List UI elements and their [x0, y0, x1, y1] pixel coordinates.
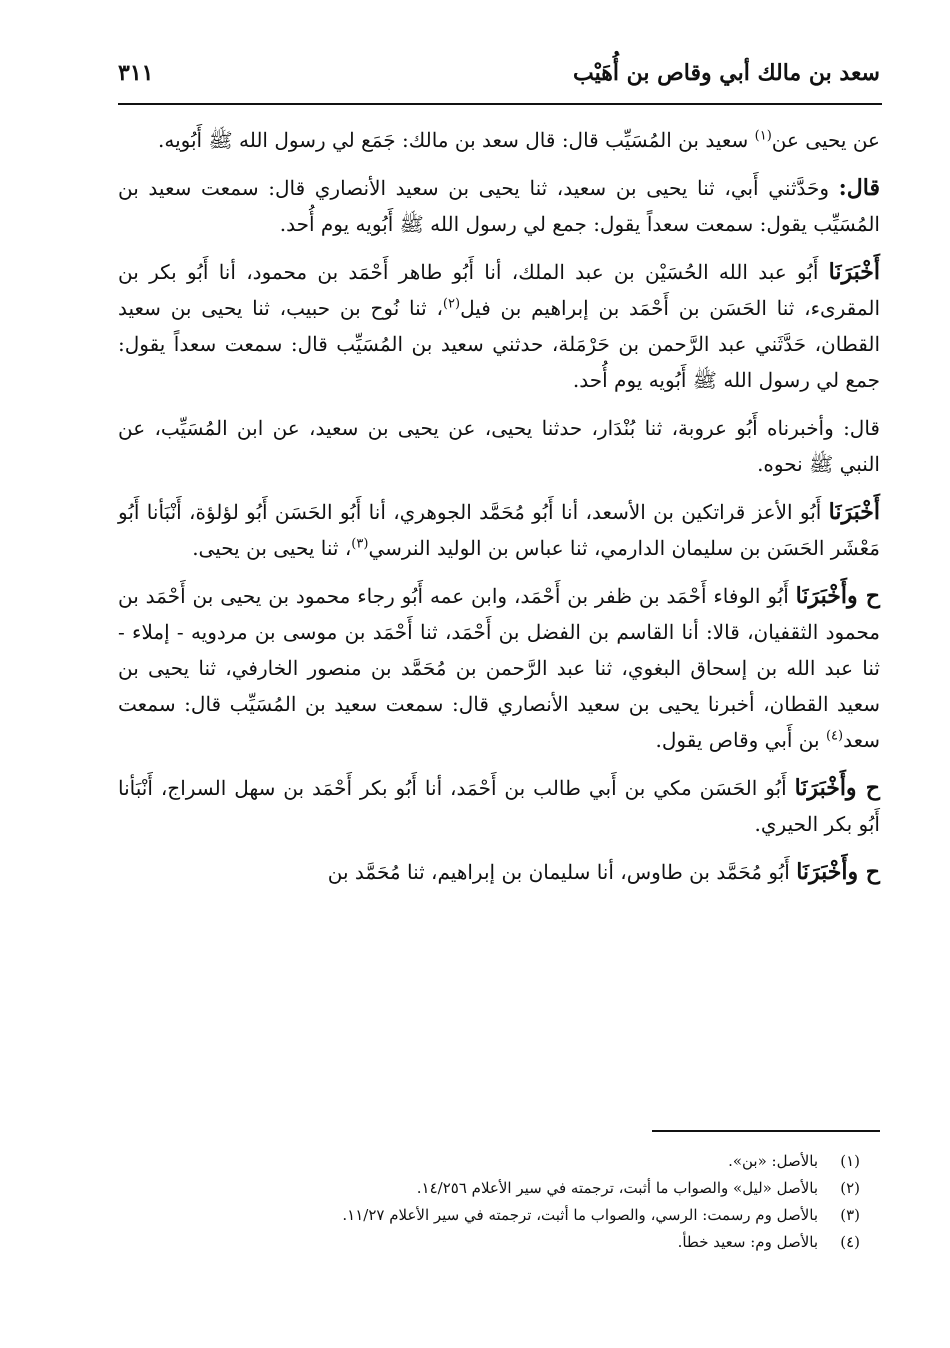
footnote [118, 1148, 860, 1175]
footnote-number: (١) [840, 1152, 860, 1170]
paragraph-lead: ح وأَخْبَرَنَا [796, 859, 880, 885]
footnote-number: (٤) [840, 1233, 860, 1251]
paragraph-text: أَبُو الأعز قراتكين بن الأسعد، أنا أَبُو مُحَمَّد الجوهري، أنا أَبُو الحَسَن أَبُو لؤلؤة، أَنْبَأنا أَبُو مَعْشَر الحَسَن بن سليمان الدارمي، ثنا عباس بن الوليد النرسي [118, 500, 880, 560]
footnote-text: بالأصل «ليل» والصواب ما أثبت، ترجمته في سير الأعلام ١٤/٢٥٦. [416, 1179, 818, 1197]
paragraph-text: أَبُو مُحَمَّد بن طاوس، أنا سليمان بن إبراهيم، ثنا مُحَمَّد بن [327, 860, 797, 884]
paragraph-text-continued: ، ثنا نُوح بن حبيب، ثنا يحيى بن سعيد القطان، حَدَّثَني عبد الرَّحمن بن حَرْمَلة، حدثني سعيد بن المُسَيِّب قال: سمعت سعداً يقول: جمع لي رسول الله ﷺ أَبُويه يوم أُحد. [118, 296, 881, 392]
paragraph-text: أَبُو الوفاء أَحْمَد بن ظفر بن أَحْمَد، وابن عمه أَبُو رجاء محمود بن يحيى بن أَحْمَد بن محمود الثقفيان، قالا: أنا القاسم بن الفضل بن أَحْمَد، ثنا أَحْمَد بن موسى بن مردويه - إملاء - ثنا عبد الله بن إسحاق البغوي، ثنا عبد الرَّحمن بن مُحَمَّد بن منصور الخارفي، ثنا يحيى بن سعيد القطان، أخبرنا يحيى بن سعيد الأنصاري قال: سمعت سعيد بن المُسَيِّب قال: سمعت سعد [118, 584, 880, 752]
paragraph-lead: أَخْبَرَنَا [828, 499, 880, 525]
paragraph [118, 410, 880, 482]
footnote-ref[interactable]: (٢) [442, 296, 461, 312]
running-title: سعد بن مالك أبي وقاص بن أُهَيْب [573, 60, 880, 86]
paragraph-lead: أَخْبَرَنَا [828, 259, 880, 285]
footnote [118, 1175, 860, 1202]
paragraph-lead: ح وأَخْبَرَنَا [795, 583, 880, 609]
body-text [118, 122, 880, 902]
paragraph-text: عن يحيى عن [771, 128, 880, 152]
paragraph-text: أَبُو الحَسَن مكي بن أَبي طالب بن أَحْمَد، أنا أَبُو بكر أَحْمَد بن سهل السراج، أَنْبَأنا أَبُو بكر الحيري. [118, 776, 880, 836]
paragraph-text-continued: بن أَبي وقاص يقول. [655, 728, 826, 752]
paragraph-text: قال: وأخبرناه أَبُو عروبة، ثنا بُنْدَار، حدثنا يحيى، عن يحيى بن سعيد، عن ابن المُسَيِّب، عن النبي ﷺ نحوه. [118, 416, 880, 476]
paragraph [118, 854, 880, 890]
page-number: ٣١١ [118, 60, 154, 86]
paragraph-text: وحَدَّثني أَبي، ثنا يحيى بن سعيد، ثنا يحيى بن سعيد الأنصاري قال: سمعت سعيد بن المُسَيِّب يقول: سمعت سعداً يقول: جمع لي رسول الله ﷺ أَبُويه يوم أُحد. [118, 176, 880, 236]
footnote-rule [652, 1130, 880, 1132]
paragraph-lead: ح وأَخْبَرَنَا [794, 775, 880, 801]
footnote-number: (٣) [840, 1206, 860, 1224]
footnotes [118, 1148, 860, 1256]
footnote-ref[interactable]: (٤) [825, 728, 844, 744]
page-header [118, 60, 880, 100]
footnote [118, 1202, 860, 1229]
footnote-text: بالأصل وم: سعيد خطأ. [677, 1233, 818, 1251]
paragraph-text: أَبُو عبد الله الحُسَيْن بن عبد الملك، أنا أَبُو طاهر أَحْمَد بن محمود، أنا أَبُو بكر بن المقرىء، ثنا الحَسَن بن أَحْمَد بن إبراهيم بن فيل [118, 260, 880, 320]
footnote-ref[interactable]: (٣) [351, 536, 369, 552]
paragraph-lead: قال: [838, 175, 880, 201]
paragraph [118, 122, 880, 158]
paragraph [118, 254, 880, 398]
footnote-ref[interactable]: (١) [754, 128, 772, 144]
footnote-number: (٢) [840, 1179, 860, 1197]
paragraph [118, 770, 880, 842]
header-rule [118, 103, 882, 105]
paragraph [118, 494, 880, 566]
paragraph-text-continued: سعيد بن المُسَيِّب قال: قال سعد بن مالك: جَمَع لي رسول الله ﷺ أَبُويه. [158, 128, 755, 152]
paragraph [118, 170, 880, 242]
paragraph [118, 578, 880, 758]
paragraph-text-continued: ، ثنا يحيى بن يحيى. [192, 536, 352, 560]
footnote-text: بالأصل: «بن». [728, 1152, 818, 1170]
footnote [118, 1229, 860, 1256]
footnote-text: بالأصل وم رسمت: الرسي، والصواب ما أثبت، ترجمته في سير الأعلام ١١/٢٧. [342, 1206, 818, 1224]
